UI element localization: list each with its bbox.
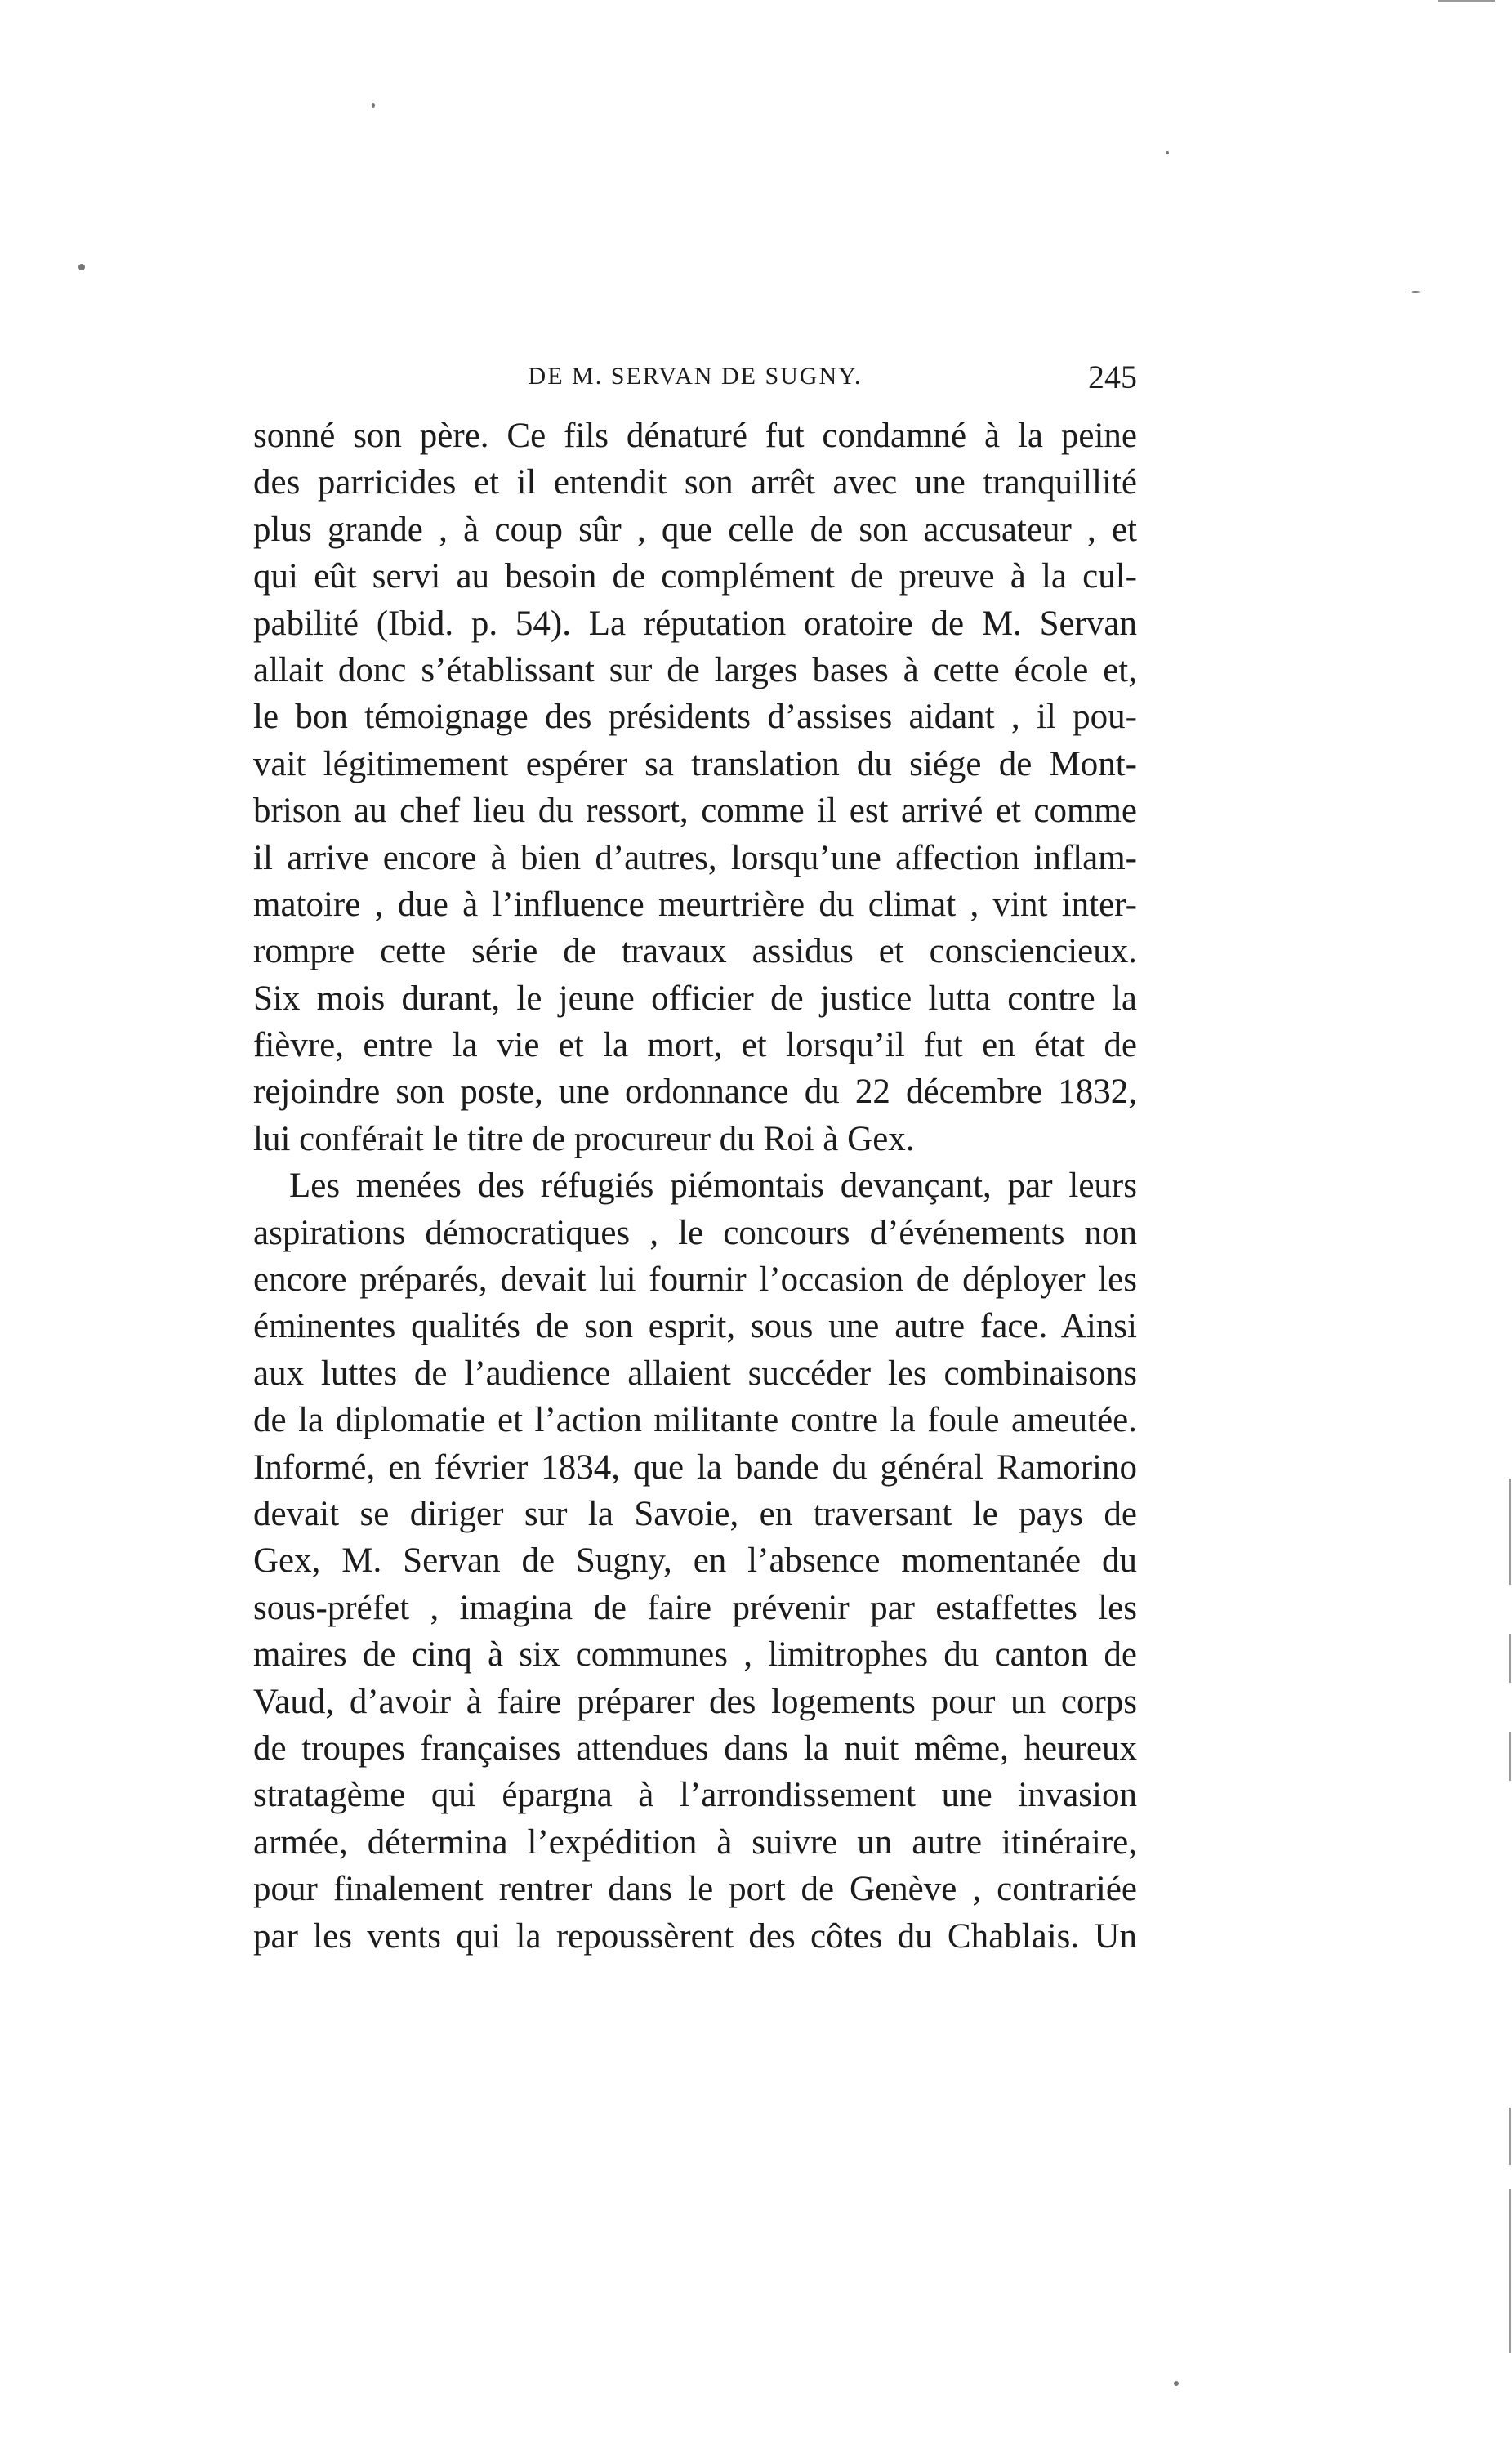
scan-speck: [372, 103, 375, 108]
running-head: [253, 358, 1137, 399]
edge-mark: [1509, 1634, 1511, 1683]
text-line: armée, détermina l’expédition à suivre un autre itinéraire,: [253, 1822, 1137, 1862]
text-line: rompre cette série de travaux assidus et consciencieux.: [253, 932, 1137, 971]
running-title: DE M. SERVAN DE SUGNY.: [528, 363, 863, 390]
text-line: éminentes qualités de son esprit, sous une autre face. Ainsi: [253, 1307, 1137, 1346]
text-line: encore préparés, devait lui fournir l’occasion de déployer les: [253, 1260, 1137, 1300]
scan-speck: [1411, 291, 1421, 293]
text-line: vait légitimement espérer sa translation du siége de Mont-: [253, 744, 1137, 783]
text-line: de la diplomatie et l’action militante contre la foule ameutée.: [253, 1401, 1137, 1440]
text-line: des parricides et il entendit son arrêt avec une tranquillité: [253, 463, 1137, 502]
paragraph-2: [253, 1162, 1137, 1960]
page-number: 245: [1088, 359, 1137, 395]
text-line: brison au chef lieu du ressort, comme il est arrivé et comme: [253, 792, 1137, 831]
text-line: fièvre, entre la vie et la mort, et lorsqu’il fut en état de: [253, 1026, 1137, 1065]
text-line: Les menées des réfugiés piémontais devançant, par leurs: [289, 1166, 1137, 1206]
edge-mark: [1509, 1732, 1511, 1781]
body-text: [253, 413, 1137, 1960]
text-line: sous-préfet , imagina de faire prévenir par estaffettes les: [253, 1588, 1137, 1627]
text-line: aspirations démocratiques , le concours d’événements non: [253, 1213, 1137, 1252]
text-line: par les vents qui la repoussèrent des côtes du Chablais. Un: [253, 1916, 1137, 1956]
text-line: pour finalement rentrer dans le port de Genève , contrariée: [253, 1870, 1137, 1909]
text-line: matoire , due à l’influence meurtrière du climat , vint inter-: [253, 885, 1137, 924]
text-line: maires de cinq à six communes , limitrophes du canton de: [253, 1635, 1137, 1675]
text-line: lui conférait le titre de procureur du Roi à Gex.: [253, 1119, 915, 1158]
text-line: il arrive encore à bien d’autres, lorsqu’une affection inflam-: [253, 838, 1137, 877]
text-line: pabilité (Ibid. p. 54). La réputation oratoire de M. Servan: [253, 604, 1137, 643]
edge-mark: [1509, 2189, 1511, 2353]
scan-speck: [78, 264, 85, 270]
edge-mark: [1438, 0, 1495, 2]
text-line: aux luttes de l’audience allaient succéder les combinaisons: [253, 1354, 1137, 1393]
text-line: plus grande , à coup sûr , que celle de son accusateur , et: [253, 510, 1137, 549]
text-line: qui eût servi au besoin de complément de preuve à la cul-: [253, 557, 1137, 596]
paragraph-1: [253, 413, 1137, 1162]
text-line: Informé, en février 1834, que la bande du général Ramorino: [253, 1447, 1137, 1487]
text-line: stratagème qui épargna à l’arrondissement une invasion: [253, 1776, 1137, 1815]
text-line: le bon témoignage des présidents d’assises aidant , il pou-: [253, 698, 1137, 737]
text-line: Six mois durant, le jeune officier de justice lutta contre la: [253, 979, 1137, 1018]
scan-speck: [1174, 2381, 1179, 2386]
scan-speck: [1166, 151, 1169, 154]
text-line: rejoindre son poste, une ordonnance du 22 décembre 1832,: [253, 1073, 1137, 1112]
edge-mark: [1509, 2108, 1511, 2165]
text-line: de troupes françaises attendues dans la nuit même, heureux: [253, 1729, 1137, 1768]
text-line: Gex, M. Servan de Sugny, en l’absence momentanée du: [253, 1541, 1137, 1581]
text-line: allait donc s’établissant sur de larges bases à cette école et,: [253, 650, 1137, 689]
edge-mark: [1509, 1479, 1511, 1585]
text-line: sonné son père. Ce fils dénaturé fut condamné à la peine: [253, 417, 1137, 455]
text-line: Vaud, d’avoir à faire préparer des logements pour un corps: [253, 1682, 1137, 1721]
text-line: devait se diriger sur la Savoie, en traversant le pays de: [253, 1494, 1137, 1533]
